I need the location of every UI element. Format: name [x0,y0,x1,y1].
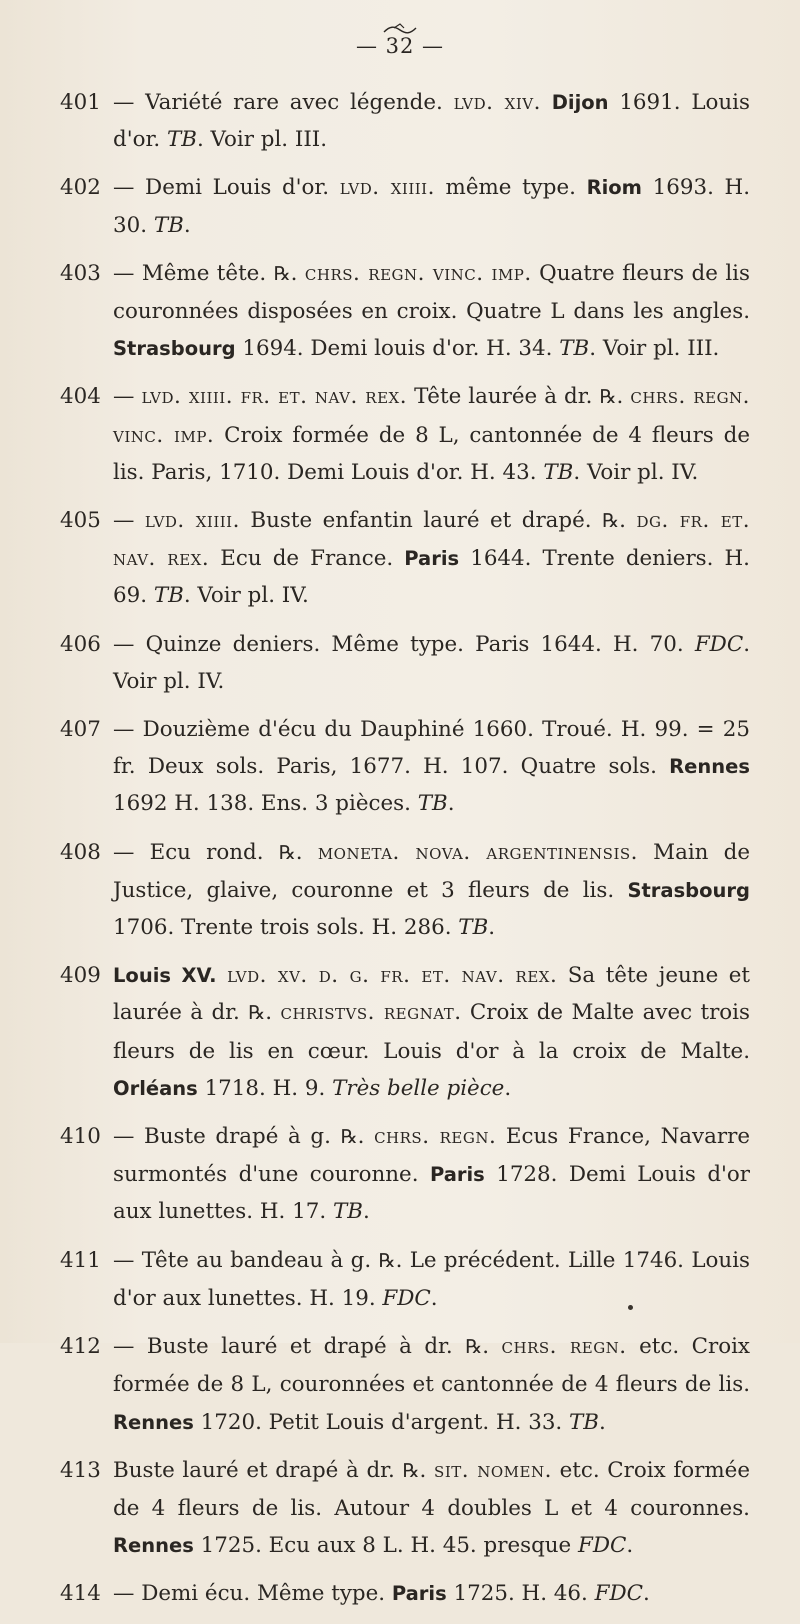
entry-text [113,1334,750,1434]
entry-text [113,1124,750,1224]
entry-text-segment: 1693. H. 30. [113,175,750,238]
entry-text [113,90,750,152]
entry-text-segment: même type. [434,175,587,201]
entry-text-segment: . Voir pl. III. [589,336,720,362]
catalogue-entry [60,626,750,700]
entry-text-segment: 1692 H. 138. Ens. 3 pièces. [113,791,418,817]
entry-text-segment: 1644. Trente deniers. H. 69. [113,546,750,609]
entry-text [113,1581,650,1606]
entry-text-segment: Paris [429,1163,485,1187]
entry-text-segment: . [643,1581,650,1607]
entry-number: 413 [60,1457,101,1483]
entry-text-segment: 1718. H. 9. [197,1075,333,1101]
entry-text-segment: — Ecu rond. [113,839,279,865]
entry-text [113,508,750,608]
entry-text-segment: lvd. xiiii. [339,175,435,201]
page-header [0,22,800,58]
entry-text-segment: chrs. regn. [374,1124,497,1150]
entry-text-segment: ℞ [378,1249,396,1272]
entry-text-segment: . [619,508,637,534]
entry-text-segment: . [599,1409,606,1435]
entry-text-segment: — [113,508,145,534]
entry-text [113,717,750,816]
entry-text-segment: Buste lauré et drapé à dr. [113,1457,403,1483]
entry-text-segment: 1720. Petit Louis d'argent. H. 33. [193,1409,570,1435]
entry-text-segment [541,90,552,115]
entry-number: 411 [60,1247,101,1273]
entry-text-segment: chrs. regn. vinc. imp. [304,260,532,286]
entry-text-segment: dg. fr. et. nav. rex. [113,508,750,572]
entry-text-segment: Rennes [113,1534,194,1558]
entry-text-segment: . Le précédent. Lille 1746. Louis d'or aux lunettes. H. 19. [113,1247,751,1311]
entry-text-segment: — Buste lauré et drapé à dr. [113,1334,466,1360]
entry-text-segment: . [290,260,305,286]
bullet-mark [628,1305,633,1310]
entry-text-segment: lvd. xiv. [453,90,541,115]
entry-text-segment: . [362,1199,370,1225]
entry-text-segment: FDC [694,631,744,657]
entry-text-segment: TB [569,1409,600,1435]
entry-text-segment: ℞ [278,841,296,864]
entry-text-segment: . [357,1124,375,1150]
entry-text-segment: Strasbourg [113,337,236,361]
entry-text-segment: etc. Croix formée de 4 fleurs de lis. Autour 4 doubles L et 4 couronnes. [113,1457,750,1521]
entry-text-segment: ℞ [465,1336,483,1359]
entry-number: 410 [60,1124,101,1150]
entry-text-segment: Riom [586,176,642,200]
entry-text-segment: Rennes [669,755,750,779]
entry-text-segment: christvs. regnat. [280,1000,462,1026]
entry-text [113,175,750,237]
entry-text-segment: — Même tête. [113,260,274,286]
catalogue-entry [60,1575,750,1612]
entry-text-segment: Quatre fleurs de lis couronnées disposées en croix. Quatre L dans les angles. [113,260,751,325]
catalogue-entry [60,711,750,823]
entry-text-segment: — Douzième d'écu du Dauphiné 1660. Troué. H. 99. = 25 fr. Deux sols. Paris, 1677. H. 107. Quatre sols. [113,717,750,780]
entry-text [113,1458,750,1558]
catalogue-entry [60,1118,750,1231]
entry-text-segment: TB [153,212,184,238]
entry-text-segment: FDC [594,1581,643,1607]
entry-number: 408 [60,839,101,865]
catalogue-entry [60,169,750,243]
entry-text-segment: ℞ [248,1002,266,1025]
catalogue-entry [60,1242,750,1317]
catalogue-entry [60,378,750,491]
entry-text-segment: — [113,384,142,410]
entry-number: 412 [60,1334,101,1360]
entry-text-segment: TB [543,459,574,485]
entry-text [113,384,750,484]
entry-text-segment: . Voir pl. IV. [113,631,750,694]
entry-text-segment: FDC [578,1533,627,1559]
entry-text-segment: . [183,212,191,238]
entry-number: 402 [60,175,101,201]
entry-text-segment: Ecus France, Navarre surmontés d'une couronne. [113,1124,750,1188]
entry-text-segment: lvd. xiiii. fr. et. nav. rex. [141,384,408,410]
entry-text [113,840,750,940]
entry-number: 404 [60,384,101,410]
entry-text-segment: . Voir pl. IV. [573,459,699,485]
entry-text-segment: 1706. Trente trois sols. H. 286. [113,915,459,941]
entry-text [113,963,750,1101]
entry-text-segment: TB [417,791,448,817]
entry-text-segment: sit. nomen. [434,1457,552,1483]
entry-text-segment: ℞ [340,1126,358,1149]
entry-text-segment: . [482,1334,502,1360]
entry-number: 403 [60,260,101,286]
page-number: — 32 — [355,34,445,58]
entry-text-segment: . [488,915,496,941]
entry-text-segment: . Voir pl. III. [196,127,328,153]
entry-text-segment: — Tête au bandeau à g. [113,1247,379,1273]
entry-text-segment: moneta. nova. argentinensis. [317,839,638,865]
entry-text-segment: . [419,1457,435,1483]
entry-text [113,632,750,694]
entry-text-segment: . [265,1000,281,1026]
entry-text-segment: Louis XV. [113,964,217,988]
entry-text-segment: Rennes [113,1410,194,1434]
entry-text-segment: TB [166,127,197,153]
entry-text-segment: . [626,1533,634,1559]
entry-text-segment: 1725. H. 46. [446,1581,595,1607]
entry-text-segment: 1691. Louis d'or. [113,90,750,153]
entry-text [113,261,750,361]
entry-text-segment: Buste enfantin lauré et drapé. [239,508,603,534]
entry-text-segment: Très belle pièce [332,1075,505,1101]
entry-number: 414 [60,1581,101,1607]
entry-text-segment: . [504,1075,512,1101]
entry-text-segment: Dijon [551,91,609,114]
entry-text-segment: lvd. xv. d. g. fr. et. nav. rex. [227,963,558,989]
entry-text-segment: — Buste drapé à g. [113,1124,341,1150]
entry-text-segment: Croix de Malte avec trois fleurs de lis en cœur. Louis d'or à la croix de Malte. [113,1000,750,1064]
catalogue-entry [60,255,750,368]
entry-number: 401 [60,90,101,115]
entry-text-segment: TB [153,583,184,609]
entry-text-segment: ℞ [602,510,620,533]
entry-text-segment: Croix formée de 8 L, cantonnée de 4 fleurs de lis. Paris, 1710. Demi Louis d'or. H. 43. [113,422,751,485]
entry-text-segment: — Variété rare avec légende. [113,90,454,115]
entry-text-segment: 1725. Ecu aux 8 L. H. 45. presque [193,1533,579,1559]
entry-text-segment: — Quinze deniers. Même type. Paris 1644. H. 70. [113,631,695,657]
entry-text-segment: Strasbourg [627,878,750,902]
entry-text-segment: . [430,1285,438,1311]
entry-text-segment: — Demi écu. Même type. [113,1581,392,1607]
entry-number: 407 [60,717,101,743]
entry-text-segment: TB [332,1199,363,1225]
entry-text-segment: ℞ [273,262,291,285]
entry-text-segment: Orléans [113,1076,198,1100]
entry-text [113,1248,750,1311]
catalogue-entry [60,84,750,158]
entry-number: 405 [60,508,101,534]
entry-text-segment: FDC [382,1285,431,1311]
entry-text-segment: ℞ [599,386,617,409]
entry-text-segment: . [447,791,455,817]
entry-text-segment: . [616,384,631,410]
catalogue-entry [60,1452,750,1565]
entry-text-segment: Tête laurée à dr. [407,384,600,410]
entry-text-segment: 1728. Demi Louis d'or aux lunettes. H. 17. [113,1162,750,1225]
entry-number: 409 [60,963,101,989]
entry-text-segment: Sa tête jeune et laurée à dr. [113,963,751,1026]
catalogue-entry [60,1328,750,1441]
entry-text-segment: chrs. regn. [501,1334,627,1360]
entry-text-segment: ℞ [402,1459,420,1482]
entry-text-segment: chrs. regn. vinc. imp. [113,384,750,448]
entry-text-segment: lvd. xiiii. [144,508,240,534]
catalogue-entries [60,84,750,1624]
catalogue-entry [60,834,750,947]
entry-text-segment: Ecu de France. [209,546,405,572]
entry-text-segment: . [295,839,318,865]
entry-text-segment: etc. Croix formée de 8 L, couronnées et cantonnée de 4 fleurs de lis. [113,1334,750,1398]
entry-text-segment: TB [458,915,489,941]
entry-text-segment [217,963,228,988]
entry-text-segment: Paris [404,547,460,571]
entry-text-segment: Paris [391,1582,447,1606]
catalogue-entry [60,502,750,615]
catalogue-entry [60,957,750,1107]
entry-text-segment: 1694. Demi louis d'or. H. 34. [235,336,560,362]
entry-text-segment: . Voir pl. IV. [183,583,309,609]
entry-text-segment: — Demi Louis d'or. [113,175,340,201]
entry-text-segment: TB [559,336,590,362]
entry-text-segment: Main de Justice, glaive, couronne et 3 fleurs de lis. [113,839,750,903]
entry-number: 406 [60,631,101,657]
